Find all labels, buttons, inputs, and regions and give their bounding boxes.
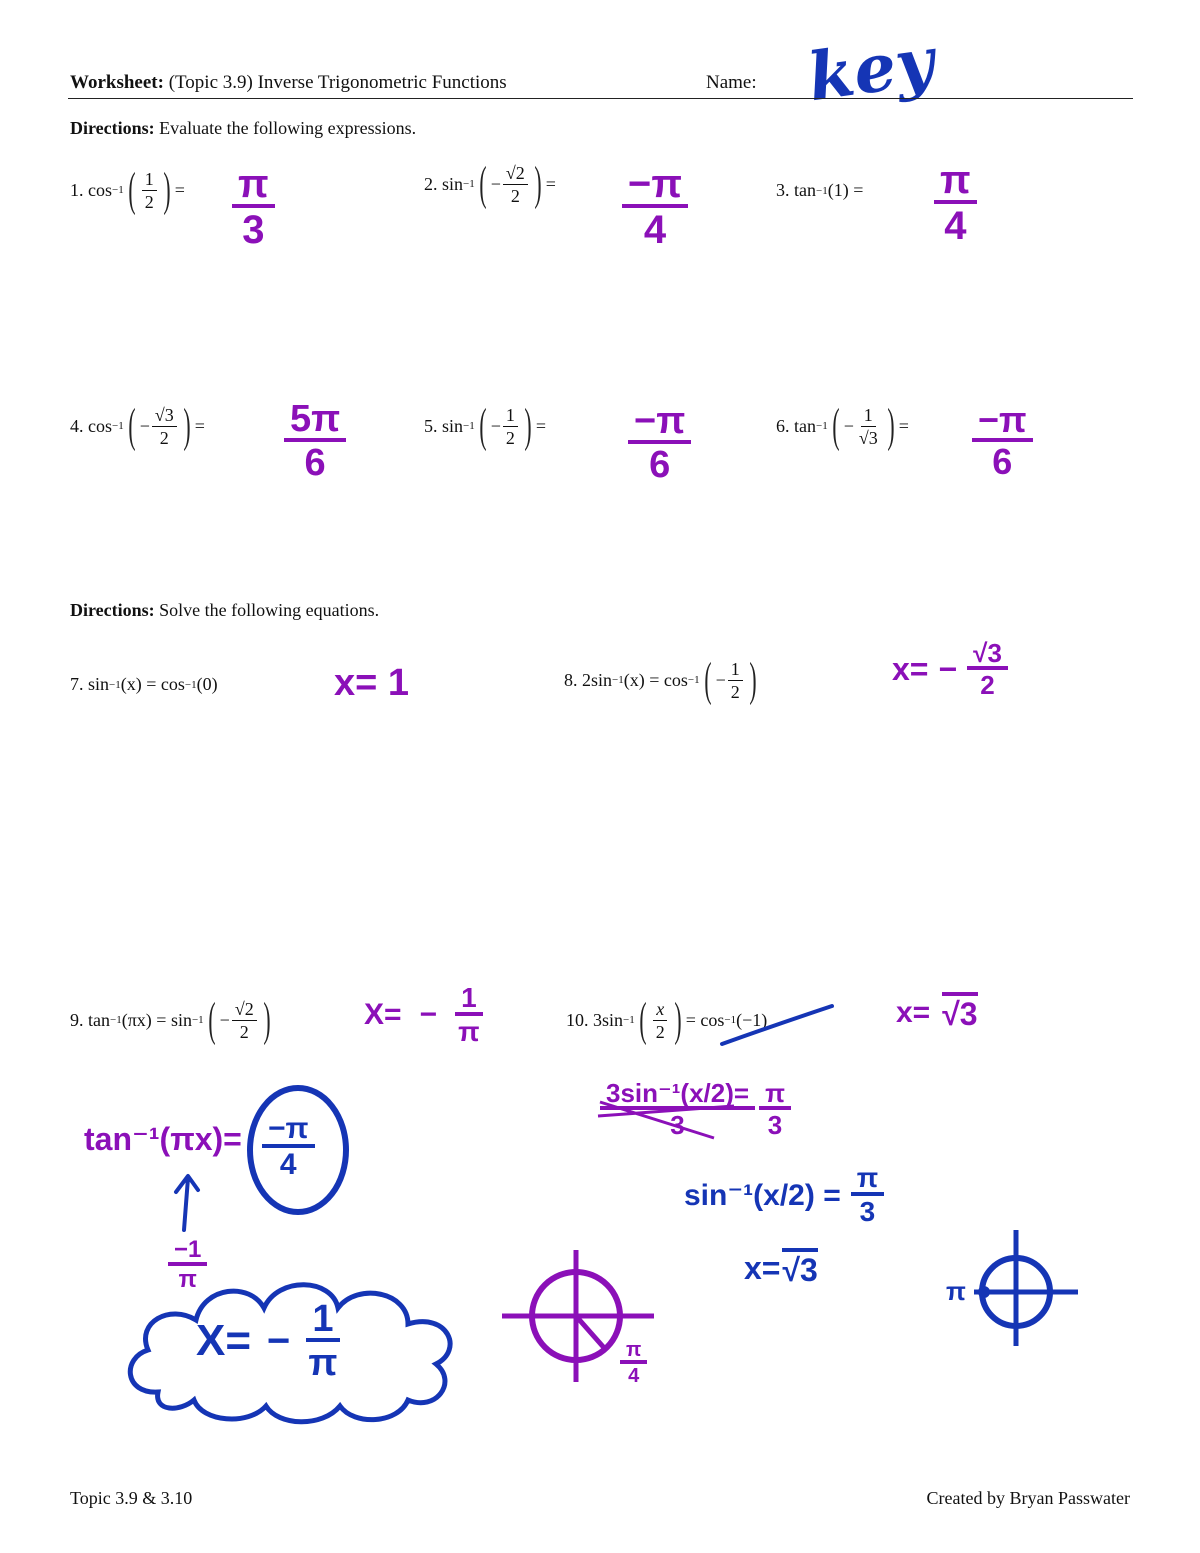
inverse-exponent: −1 (724, 1014, 737, 1026)
problem-number: 9. (70, 1009, 84, 1030)
answer-numerator: 5π (284, 400, 346, 442)
problem-number: 2. (424, 173, 438, 194)
work-neg-numerator: −1 (168, 1238, 207, 1266)
directions-solve (70, 600, 379, 621)
work-tan-equation: tan⁻¹(πx)= (84, 1121, 242, 1157)
circled-numerator: −π (262, 1114, 315, 1148)
problem-1 (70, 163, 185, 216)
func-name: 2sin (582, 669, 613, 690)
fraction (503, 404, 518, 449)
answer-numerator: −π (972, 402, 1033, 442)
answer-denominator: 6 (992, 441, 1013, 482)
inverse-exponent: −1 (112, 420, 124, 432)
name-label: Name: (706, 72, 757, 93)
answer-8 (892, 640, 1008, 698)
problem-6 (776, 399, 909, 452)
answer-fraction (455, 984, 483, 1046)
inverse-exponent: −1 (191, 1014, 204, 1026)
answer-numerator: π (232, 164, 275, 208)
sign: − (219, 1009, 230, 1030)
denominator: 2 (510, 185, 520, 206)
strike-line (718, 1000, 838, 1050)
func-name: tan (794, 180, 816, 200)
right-paren: ) (534, 157, 542, 210)
circled-fraction (262, 1114, 315, 1180)
angle-denominator: 4 (628, 1365, 640, 1387)
right-paren: ) (524, 399, 532, 452)
equals: = (898, 415, 909, 436)
right-paren: ) (163, 163, 171, 216)
problem-number: 5. (424, 415, 438, 436)
right-paren: ) (183, 399, 191, 452)
sin-eq-lhs: sin⁻¹(x/2) = (684, 1178, 841, 1212)
lhs-arg: (πx) = sin (121, 1009, 192, 1030)
rhs-arg: (−1) (736, 1009, 768, 1030)
sin-eq-denominator: 3 (859, 1196, 876, 1227)
equals: = (535, 415, 547, 436)
answer-denominator: π (458, 1016, 480, 1047)
left-paren: ( (832, 399, 840, 452)
numerator: 1 (861, 404, 876, 427)
strike-numerator: 3sin⁻¹(x/2)= (600, 1080, 755, 1110)
directions-text: Solve the following equations. (159, 600, 380, 620)
problem-5 (424, 399, 547, 452)
right-paren: ) (749, 653, 757, 706)
answer-prefix: x= (896, 995, 931, 1029)
footer-credit: Created by Bryan Passwater (926, 1488, 1130, 1508)
answer-numerator: π (934, 160, 977, 204)
answer-numerator: 1 (455, 984, 483, 1016)
answer-denominator: 3 (242, 208, 265, 252)
left-paren: ( (639, 993, 647, 1046)
left-paren: ( (703, 653, 712, 706)
fraction (232, 998, 257, 1043)
answer-denominator: 4 (944, 204, 967, 248)
denominator: 2 (655, 1021, 665, 1042)
worksheet-topic: (Topic 3.9) Inverse Trigonometric Functions (168, 72, 507, 93)
right-paren: ) (887, 399, 895, 452)
cloud-numerator: 1 (306, 1300, 339, 1342)
fraction (142, 168, 157, 213)
sign: − (490, 173, 501, 194)
name-value: key (803, 21, 939, 117)
fraction (856, 404, 881, 449)
problem-8 (564, 653, 761, 706)
answer-fraction (967, 640, 1008, 698)
fraction (728, 658, 743, 703)
sign: − (715, 669, 726, 690)
worksheet-title (70, 72, 507, 94)
problem-2 (424, 157, 556, 210)
inverse-exponent: −1 (612, 674, 624, 686)
sign: − (139, 415, 150, 436)
denominator: 2 (159, 427, 169, 448)
inverse-exponent: −1 (816, 420, 828, 432)
answer-2 (622, 164, 688, 250)
numerator: √2 (232, 998, 257, 1021)
inverse-exponent: −1 (463, 420, 475, 432)
directions-label: Directions: (70, 600, 155, 620)
fraction (653, 998, 668, 1043)
left-paren: ( (208, 993, 216, 1046)
fraction (152, 404, 177, 449)
sin-eq-numerator: π (851, 1164, 884, 1196)
inverse-exponent: −1 (184, 678, 197, 691)
work-x-sqrt3 (744, 1248, 818, 1289)
func-name: sin (442, 173, 464, 194)
answer-6 (972, 399, 1033, 482)
sin-eq-fraction (851, 1164, 884, 1226)
denominator: 2 (239, 1021, 249, 1042)
numerator: √2 (503, 162, 528, 185)
work-x-value: √3 (782, 1248, 817, 1289)
strike-rhs-numerator: π (759, 1080, 791, 1110)
denominator: 2 (144, 191, 154, 212)
inverse-exponent: −1 (687, 674, 700, 686)
answer-denominator: 4 (643, 208, 667, 252)
inverse-exponent: −1 (112, 184, 124, 196)
left-paren: ( (479, 399, 487, 452)
answer-1 (232, 164, 275, 250)
header-rule (68, 98, 1133, 99)
problem-3 (776, 180, 863, 201)
directions-text: Evaluate the following expressions. (159, 118, 417, 138)
answer-numerator: √3 (967, 640, 1008, 670)
footer-topic: Topic 3.9 & 3.10 (70, 1488, 193, 1508)
problem-number: 7. (70, 674, 84, 694)
cloud-prefix: X= (196, 1316, 252, 1365)
right-paren: ) (674, 993, 682, 1046)
problem-9 (70, 993, 275, 1046)
func-name: sin (88, 674, 110, 694)
equals: = (545, 173, 556, 194)
func-name: 3sin (593, 1009, 624, 1030)
problem-4 (70, 399, 205, 452)
numerator: 1 (728, 658, 743, 681)
answer-prefix: X= (364, 998, 402, 1031)
argument: (1) (827, 180, 849, 200)
left-paren: ( (479, 157, 487, 210)
work-neg-denominator: π (178, 1266, 197, 1293)
numerator: √3 (152, 404, 177, 427)
rhs-arg: (0) (196, 674, 218, 694)
answer-numerator: −π (622, 164, 688, 208)
inverse-exponent: −1 (623, 1014, 635, 1026)
problem-number: 3. (776, 180, 790, 200)
equals: = (194, 415, 205, 436)
lhs-arg: (x) = cos (120, 674, 185, 694)
denominator: √3 (858, 427, 878, 448)
cloud-sign: − (267, 1318, 291, 1363)
work-x-prefix: x= (744, 1250, 781, 1286)
problem-number: 4. (70, 415, 84, 436)
answer-numerator: −π (628, 402, 691, 444)
angle-numerator: π (620, 1340, 647, 1364)
answer-9 (364, 984, 483, 1046)
problem-number: 8. (564, 669, 578, 690)
work-sin-equation (684, 1164, 884, 1226)
directions-evaluate (70, 118, 416, 139)
answer-3 (934, 160, 977, 246)
left-paren: ( (128, 399, 136, 452)
fraction (503, 162, 528, 207)
problem-number: 10. (566, 1009, 589, 1030)
lhs-arg: (x) = cos (623, 669, 688, 690)
numerator: 1 (142, 168, 157, 191)
circled-denominator: 4 (279, 1148, 297, 1181)
answer-sign: − (419, 998, 438, 1031)
func-name: tan (88, 1009, 110, 1030)
inverse-exponent: −1 (463, 178, 475, 190)
denominator: 2 (730, 681, 740, 702)
problem-number: 6. (776, 415, 790, 436)
problem-7 (70, 674, 218, 695)
answer-denominator: 6 (304, 442, 326, 484)
equals: = (174, 179, 185, 200)
func-name: cos (88, 179, 112, 200)
answer-7: x= 1 (334, 662, 410, 704)
strike-through-marks (594, 1086, 744, 1146)
pi-label: π (946, 1276, 966, 1306)
equals: = (853, 180, 864, 200)
left-paren: ( (128, 163, 136, 216)
strike-rhs-fraction (759, 1080, 791, 1138)
numerator: x (653, 998, 667, 1021)
unit-circle-sketch-blue (970, 1226, 1084, 1350)
sign: − (843, 415, 854, 436)
func-name: sin (442, 415, 464, 436)
func-name: cos (88, 415, 112, 436)
answer-sign: − (938, 650, 958, 687)
cloud-answer (196, 1300, 340, 1382)
directions-label: Directions: (70, 118, 155, 138)
answer-4 (284, 400, 346, 482)
rhs-func: = cos (685, 1009, 725, 1030)
answer-10 (896, 992, 978, 1033)
func-name: tan (794, 415, 816, 436)
strike-rhs-denominator: 3 (767, 1110, 783, 1140)
numerator: 1 (503, 404, 518, 427)
worksheet-label: Worksheet: (70, 72, 164, 93)
cloud-denominator: π (308, 1342, 338, 1384)
inverse-exponent: −1 (816, 184, 828, 197)
strike-denominator: 3 (670, 1110, 685, 1140)
up-arrow (166, 1170, 206, 1234)
answer-prefix: x= (892, 650, 929, 687)
right-paren: ) (263, 993, 271, 1046)
answer-value: √3 (942, 992, 977, 1033)
answer-denominator: 2 (980, 670, 995, 700)
unit-circle-angle (620, 1340, 647, 1386)
denominator: 2 (505, 427, 515, 448)
inverse-exponent: −1 (109, 678, 121, 691)
answer-denominator: 6 (649, 444, 671, 486)
cloud-fraction (306, 1300, 339, 1382)
inverse-exponent: −1 (110, 1014, 122, 1026)
answer-5 (628, 402, 691, 484)
sign: − (490, 415, 501, 436)
problem-number: 1. (70, 179, 84, 200)
